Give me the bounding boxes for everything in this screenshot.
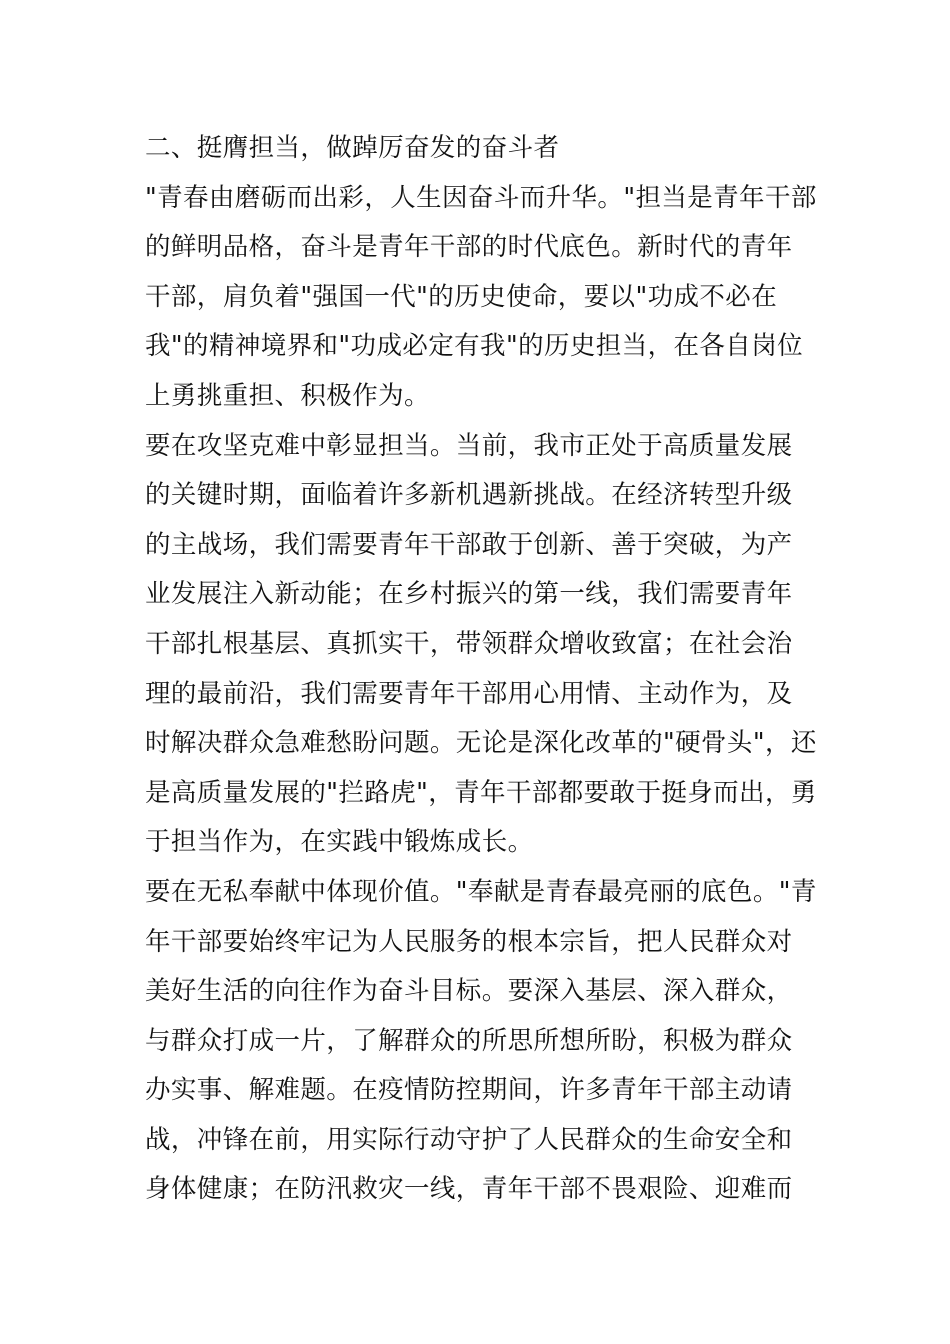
text-line: "青春由磨砺而出彩，人生因奋斗而升华。"担当是青年干部 bbox=[145, 182, 817, 213]
text-line: 要在攻坚克难中彰显担当。当前，我市正处于高质量发展 bbox=[145, 430, 793, 461]
text-line: 的鲜明品格，奋斗是青年干部的时代底色。新时代的青年 bbox=[145, 232, 793, 263]
text-line: 干部，肩负着"强国一代"的历史使命，要以"功成不必在 bbox=[145, 281, 778, 312]
section-heading: 二、挺膺担当，做踔厉奋发的奋斗者 bbox=[145, 133, 560, 163]
text-line: 美好生活的向往作为奋斗目标。要深入基层、深入群众， bbox=[145, 976, 793, 1007]
text-line: 上勇挑重担、积极作为。 bbox=[145, 380, 430, 411]
text-line: 身体健康；在防汛救灾一线，青年干部不畏艰险、迎难而 bbox=[145, 1174, 793, 1205]
text-line: 时解决群众急难愁盼问题。无论是深化改革的"硬骨头"，还 bbox=[145, 728, 817, 759]
paragraph-1 bbox=[145, 174, 817, 422]
document-body bbox=[145, 124, 817, 1215]
text-line: 于担当作为，在实践中锻炼成长。 bbox=[145, 827, 534, 858]
paragraph-2 bbox=[145, 422, 817, 868]
paragraph-3 bbox=[145, 868, 817, 1215]
text-line: 业发展注入新动能；在乡村振兴的第一线，我们需要青年 bbox=[145, 579, 793, 610]
text-line: 与群众打成一片，了解群众的所思所想所盼，积极为群众 bbox=[145, 1025, 793, 1056]
text-line: 要在无私奉献中体现价值。"奉献是青春最亮丽的底色。"青 bbox=[145, 876, 817, 907]
text-line: 理的最前沿，我们需要青年干部用心用情、主动作为，及 bbox=[145, 678, 793, 709]
text-line: 年干部要始终牢记为人民服务的根本宗旨，把人民群众对 bbox=[145, 926, 793, 957]
text-line: 的主战场，我们需要青年干部敢于创新、善于突破，为产 bbox=[145, 529, 793, 560]
text-line: 的关键时期，面临着许多新机遇新挑战。在经济转型升级 bbox=[145, 480, 793, 511]
text-line: 干部扎根基层、真抓实干，带领群众增收致富；在社会治 bbox=[145, 628, 793, 659]
text-line: 办实事、解难题。在疫情防控期间，许多青年干部主动请 bbox=[145, 1075, 793, 1106]
text-line: 是高质量发展的"拦路虎"，青年干部都要敢于挺身而出，勇 bbox=[145, 777, 817, 808]
text-line: 战，冲锋在前，用实际行动守护了人民群众的生命安全和 bbox=[145, 1124, 793, 1155]
text-line: 我"的精神境界和"功成必定有我"的历史担当，在各自岗位 bbox=[145, 331, 803, 362]
